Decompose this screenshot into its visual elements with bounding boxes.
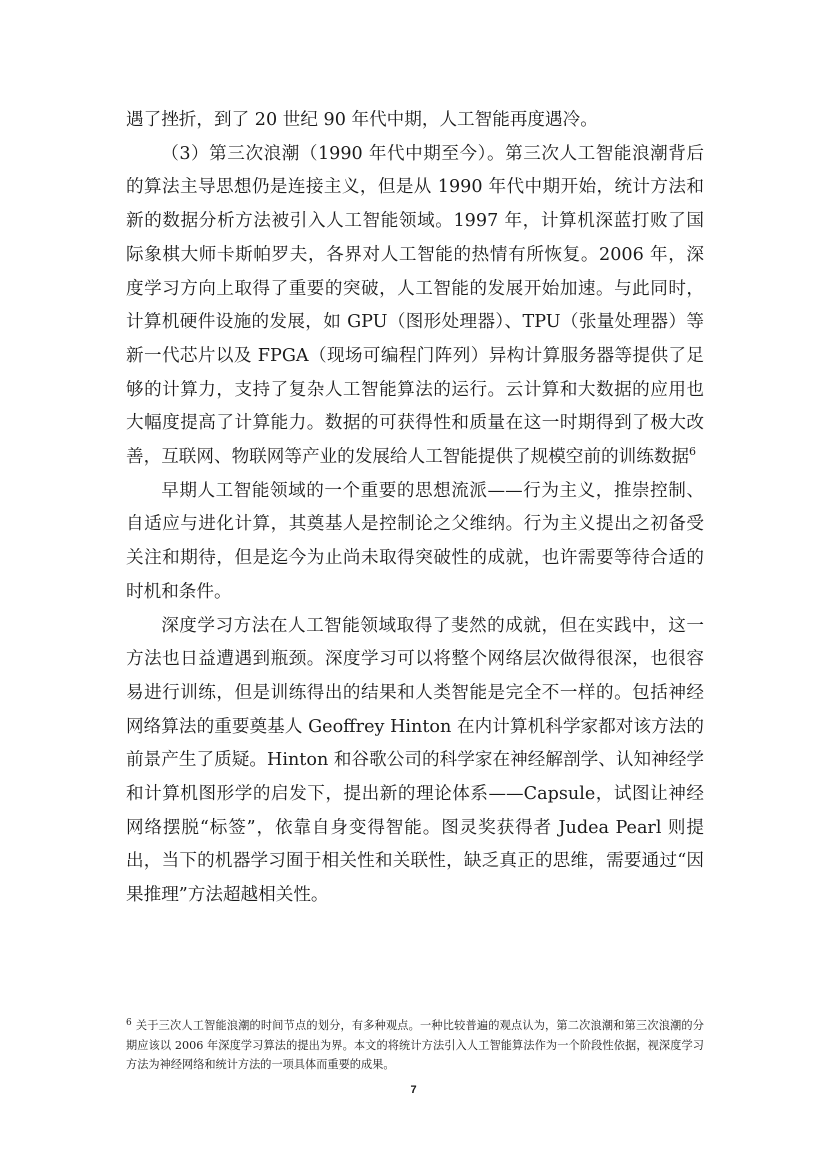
page-number: 7 xyxy=(410,1084,417,1096)
body-text xyxy=(126,104,704,913)
footnote xyxy=(126,1016,704,1075)
footnote-reference[interactable]: 6 xyxy=(689,445,697,459)
paragraph-deep-learning: 深度学习方法在人工智能领域取得了斐然的成就，但在实践中，这一方法也日益遭遇到瓶颈。深度学习可以将整个网络层次做得很深，也很容易进行训练，但是训练得出的结果和人类智能是完全不一样的。包括神经网络算法的重要奠基人 Geoffrey Hinton 在内计算机科学家都对该方法的前景产生了质疑。Hinton 和谷歌公司的科学家在神经解剖学、认知神经学和计算机图形学的启发下，提出新的理论体系——Capsule，试图让神经网络摆脱“标签”，依靠自身变得智能。图灵奖获得者 Judea Pearl 则提出，当下的机器学习囿于相关性和关联性，缺乏真正的思维，需要通过“因果推理”方法超越相关性。 xyxy=(126,615,704,906)
paragraph-third-wave: （3）第三次浪潮（1990 年代中期至今）。第三次人工智能浪潮背后的算法主导思想仍是连接主义，但是从 1990 年代中期开始，统计方法和新的数据分析方法被引入人工智能领域。1997 年，计算机深蓝打败了国际象棋大师卡斯帕罗夫，各界对人工智能的热情有所恢复。2006 年，深度学习方向上取得了重要的突破，人工智能的发展开始加速。与此同时，计算机硬件设施的发展，如 GPU（图形处理器）、TPU（张量处理器）等新一代芯片以及 FPGA（现场可编程门阵列）异构计算服务器等提供了足够的计算力，支持了复杂人工智能算法的运行。云计算和大数据的应用也大幅度提高了计算能力。数据的可获得性和质量在这一时期得到了极大改善，互联网、物联网等产业的发展给人工智能提供了规模空前的训练数据$^6$ xyxy=(126,143,704,468)
paragraph-continuation: 遇了挫折，到了 20 世纪 90 年代中期，人工智能再度遇冷。 xyxy=(126,110,598,130)
footnote-marker: 6 xyxy=(126,1018,132,1028)
paragraph-behaviorism: 早期人工智能领域的一个重要的思想流派——行为主义，推崇控制、自适应与进化计算，其奠基人是控制论之父维纳。行为主义提出之初备受关注和期待，但是迄今为止尚未取得突破性的成就，也许需要等待合适的时机和条件。 xyxy=(126,480,704,602)
footnote-text: 关于三次人工智能浪潮的时间节点的划分，有多种观点。一种比较普遍的观点认为，第二次浪潮和第三次浪潮的分期应该以 2006 年深度学习算法的提出为界。本文的将统计方法引入人工智能算法作为一个阶段性依据，视深度学习方法为神经网络和统计方法的一项具体而重要的成果。 xyxy=(126,1019,704,1072)
